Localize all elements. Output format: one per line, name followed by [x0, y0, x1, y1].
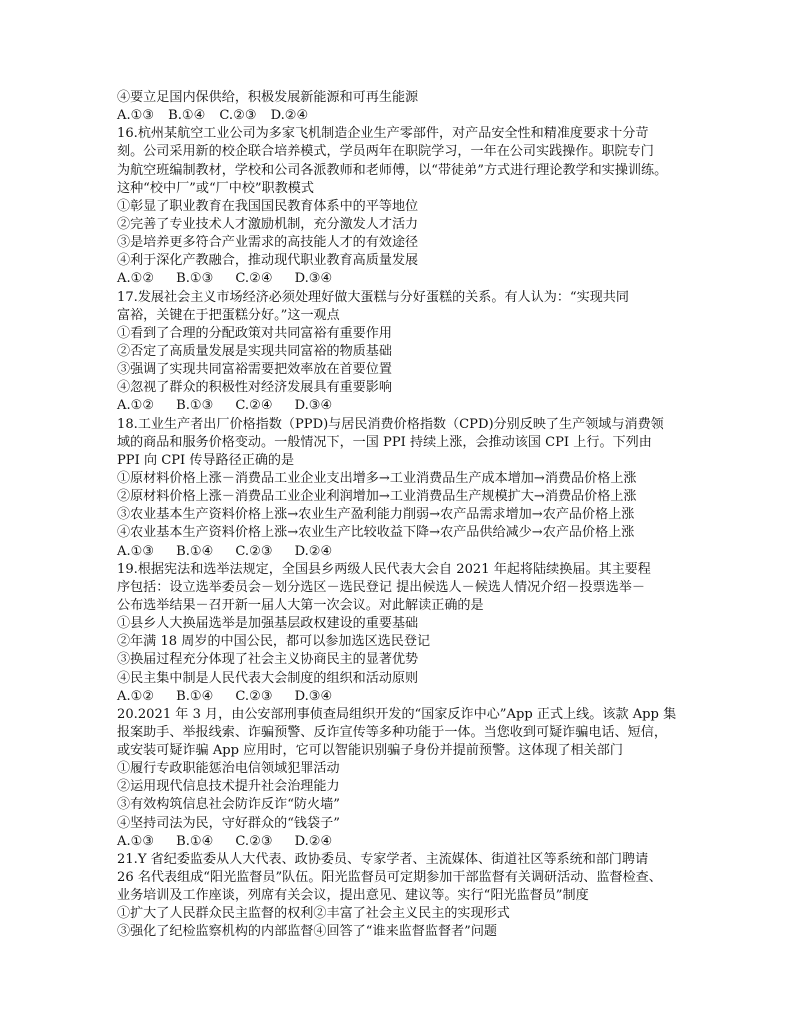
q19-option-1: ①县乡人大换届选举是加强基层政权建设的重要基础 [117, 616, 419, 632]
q17-stem-line: 17.发展社会主义市场经济必须处理好做大蛋糕与分好蛋糕的关系。有人认为：“实现共同 [117, 289, 629, 305]
question-18 [117, 416, 697, 561]
answer-c: C.②④ [235, 398, 273, 414]
q16-option-1: ①彰显了职业教育在我国国民教育体系中的平等地位 [117, 198, 419, 214]
answer-c: C.②③ [235, 543, 273, 559]
q18-stem-line: 18.工业生产者出厂价格指数（PPD)与居民消费价格指数（CPD)分别反映了生产领域与消费领 [117, 416, 664, 432]
q20-option-2: ②运用现代信息技术提升社会治理能力 [117, 779, 340, 795]
answer-c: C.②③ [219, 108, 257, 124]
q19-option-2: ②年满 18 周岁的中国公民，都可以参加选区选民登记 [117, 634, 431, 650]
q21-options-3-4: ③强化了纪检监察机构的内部监督④回答了“谁来监督监督者”问题 [117, 924, 498, 940]
answer-d: D.②④ [294, 833, 333, 849]
q20-stem-line: 报案助手、举报线索、诈骗预警、反诈宣传等多种功能于一体。当您收到可疑诈骗电话、短信， [117, 724, 667, 740]
answer-b: B.①③ [176, 398, 214, 414]
q20-option-4: ④坚持司法为民，守好群众的“钱袋子” [117, 815, 340, 831]
q16-answer-choices [117, 270, 697, 288]
answer-c: C.②④ [235, 271, 273, 287]
answer-a: A.①③ [117, 108, 155, 124]
answer-d: D.③④ [294, 271, 333, 287]
q15-option-4: ④要立足国内保供给，积极发展新能源和可再生能源 [117, 90, 419, 105]
question-17 [117, 289, 697, 416]
q15-answer-choices [117, 107, 697, 125]
q17-option-1: ①看到了合理的分配政策对共同富裕有重要作用 [117, 325, 392, 341]
q21-options-1-2: ①扩大了人民群众民主监督的权利②丰富了社会主义民主的实现形式 [117, 906, 510, 922]
q21-stem-line: 业务培训及工作座谈，列席有关会议，提出意见、建议等。实行“阳光监督员”制度 [117, 888, 589, 904]
question-21 [117, 851, 697, 942]
answer-b: B.①④ [176, 833, 214, 849]
q18-answer-choices [117, 543, 697, 561]
q16-stem-line: 16.杭州某航空工业公司为多家飞机制造企业生产零部件，对产品安全性和精准度要求十分苛 [117, 126, 649, 142]
q20-option-1: ①履行专政职能惩治电信领域犯罪活动 [117, 761, 340, 777]
q20-answer-choices [117, 833, 697, 851]
q19-stem-line: 公布选举结果－召开新一届人大第一次会议。对此解读正确的是 [117, 597, 484, 613]
answer-c: C.②③ [235, 833, 273, 849]
q16-option-2: ②完善了专业技术人才激励机制，充分激发人才活力 [117, 216, 419, 232]
answer-d: D.③④ [294, 398, 333, 414]
question-19 [117, 561, 697, 706]
q19-answer-choices [117, 688, 697, 706]
q17-stem-line: 富裕，关键在于把蛋糕分好。”这一观点 [117, 307, 340, 323]
answer-d: D.②④ [294, 543, 333, 559]
q18-option-3: ③农业基本生产资料价格上涨→农业生产盈利能力削弱→农产品需求增加→农产品价格上涨 [117, 507, 635, 523]
q16-stem-line: 刻。公司采用新的校企联合培养模式，学员两年在职院学习，一年在公司实践操作。职院专门 [117, 144, 654, 160]
exam-page [117, 89, 697, 942]
q18-option-2: ②原材料价格上涨－消费品工业企业利润增加→工业消费品生产规模扩大→消费品价格上涨 [117, 489, 637, 505]
q18-option-4: ④农业基本生产资料价格上涨→农业生产比较收益下降→农产品供给减少→农产品价格上涨 [117, 525, 635, 541]
q20-stem-line: 20.2021 年 3 月，由公安部刑事侦查局组织开发的“国家反诈中心”App 正式上线。该款 App 集 [117, 706, 677, 722]
answer-d: D.②④ [270, 108, 309, 124]
q18-stem-line: 域的商品和服务价格变动。一般情况下，一国 PPI 持续上涨，会推动该国 CPI 上行。下列由 [117, 434, 652, 450]
answer-a: A.①② [117, 271, 155, 287]
answer-a: A.①③ [117, 833, 155, 849]
q16-stem-line: 这种“校中厂”或“厂中校”职教模式 [117, 180, 314, 196]
answer-b: B.①④ [176, 543, 214, 559]
question-20 [117, 706, 697, 851]
answer-a: A.①② [117, 688, 155, 704]
answer-b: B.①④ [176, 688, 214, 704]
q19-option-4: ④民主集中制是人民代表大会制度的组织和活动原则 [117, 670, 419, 686]
q16-option-3: ③是培养更多符合产业需求的高技能人才的有效途径 [117, 235, 419, 251]
q20-option-3: ③有效构筑信息社会防诈反诈“防火墙” [117, 797, 340, 813]
q17-option-3: ③强调了实现共同富裕需要把效率放在首要位置 [117, 362, 392, 378]
q17-answer-choices [117, 397, 697, 415]
q16-option-4: ④利于深化产教融合，推动现代职业教育高质量发展 [117, 253, 419, 269]
q20-stem-line: 或安装可疑诈骗 App 应用时，它可以智能识别骗子身份并提前预警。这体现了相关部门 [117, 743, 623, 759]
question-16 [117, 125, 697, 288]
answer-a: A.①② [117, 398, 155, 414]
answer-a: A.①③ [117, 543, 155, 559]
answer-b: B.①④ [168, 108, 206, 124]
q19-option-3: ③换届过程充分体现了社会主义协商民主的显著优势 [117, 652, 419, 668]
q21-stem-line: 26 名代表组成“阳光监督员”队伍。阳光监督员可定期参加干部监督有关调研活动、监督检查、 [117, 870, 662, 886]
q18-stem-line: PPI 向 CPI 传导路径正确的是 [117, 452, 295, 468]
q17-option-4: ④忽视了群众的积极性对经济发展具有重要影响 [117, 380, 392, 396]
q19-stem-line: 19.根据宪法和选举法规定，全国县乡两级人民代表大会自 2021 年起将陆续换届。其主要程 [117, 561, 651, 577]
answer-d: D.③④ [294, 688, 333, 704]
q17-option-2: ②否定了高质量发展是实现共同富裕的物质基础 [117, 343, 392, 359]
answer-c: C.②③ [235, 688, 273, 704]
q21-stem-line: 21.Y 省纪委监委从人大代表、政协委员、专家学者、主流媒体、街道社区等系统和部门聘请 [117, 851, 649, 867]
q19-stem-line: 序包括：设立选举委员会－划分选区－选民登记 提出候选人－候选人情况介绍－投票选举－ [117, 579, 645, 595]
q16-stem-line: 为航空班编制教材，学校和公司各派教师和老师傅，以“带徒弟”方式进行理论教学和实操训练。 [117, 162, 668, 178]
answer-b: B.①③ [176, 271, 214, 287]
q18-option-1: ①原材料价格上涨－消费品工业企业支出增多→工业消费品生产成本增加→消费品价格上涨 [117, 470, 637, 486]
